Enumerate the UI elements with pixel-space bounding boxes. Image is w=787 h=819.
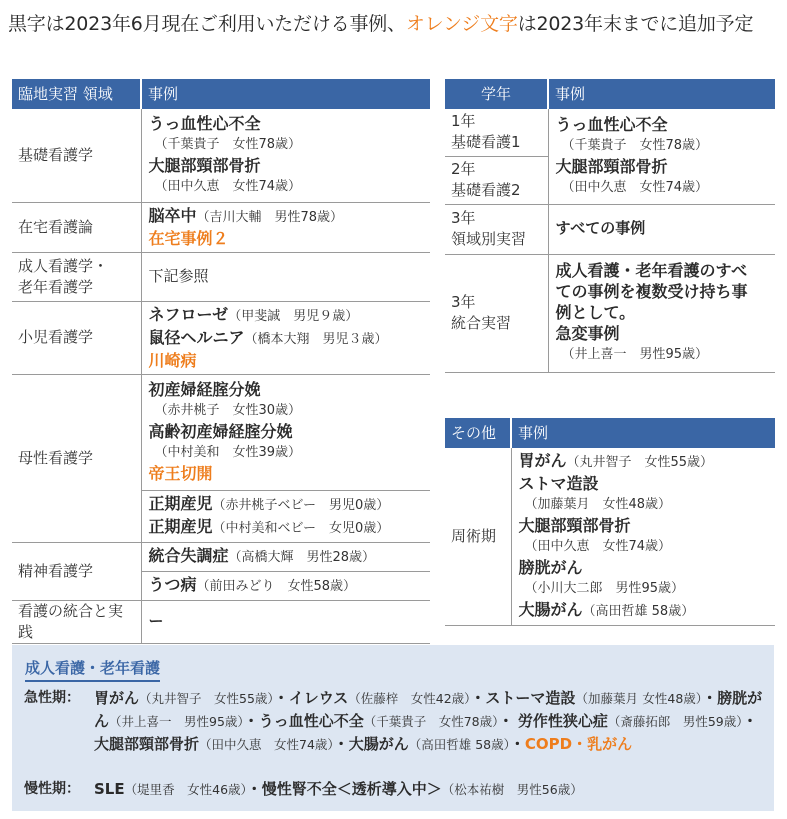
- case-name: ストーマ造設: [485, 689, 576, 707]
- case-detail: （田中久恵 女性74歳）: [524, 539, 672, 554]
- case-detail: （千葉貴子 女性78歳）: [363, 714, 499, 729]
- case-name: 慢性腎不全＜透析導入中＞: [261, 780, 442, 798]
- case-detail: （高橋大輝 男性28歳）: [228, 549, 376, 565]
- case-name: 膀胱がん: [518, 558, 583, 577]
- case-detail: （前田みどり 女性58歳）: [196, 578, 357, 594]
- table-row: [445, 254, 775, 372]
- case-note: 例として。: [555, 303, 636, 322]
- case-name: ネフローゼ: [148, 304, 229, 324]
- case-detail: （赤井桃子ベビー 男児0歳）: [212, 497, 390, 513]
- box-title: 成人看護・老年看護: [25, 657, 160, 682]
- intro-part2: は2023年末までに追加予定: [517, 13, 754, 35]
- case-note: ー: [141, 600, 430, 643]
- separator: ・: [509, 735, 525, 753]
- intro-part1: 黒字は2023年6月現在ご利用いただける事例、: [8, 13, 406, 35]
- row-label: 小児看護学: [12, 301, 141, 374]
- case-detail: （佐藤梓 女性42歳）: [348, 691, 471, 706]
- case-name: 統合失調症: [148, 545, 229, 565]
- chronic-section: [24, 778, 766, 801]
- intro-text: [8, 10, 783, 39]
- acute-section: [24, 687, 766, 756]
- case-name: 大腿部頸部骨折: [555, 156, 668, 176]
- case-name: 急変事例: [555, 324, 620, 343]
- row-label: 老年看護学: [18, 277, 94, 296]
- case-name: 大腿部頸部骨折: [94, 735, 200, 753]
- row-label: 精神看護学: [12, 542, 141, 600]
- case-name: ストマ造設: [518, 474, 599, 493]
- case-name-planned: 帝王切開: [148, 464, 213, 483]
- case-detail: （中村美和 女性39歳）: [154, 445, 302, 460]
- case-name: うっ血性心不全: [555, 114, 668, 134]
- adult-geriatric-box: [12, 645, 774, 811]
- header-case: 事例: [141, 79, 430, 108]
- case-name: 高齢初産婦経腟分娩: [148, 422, 293, 441]
- row-label: 基礎看護学: [12, 108, 141, 202]
- case-detail: （田中久恵 女性74歳）: [561, 179, 709, 195]
- table-row: [12, 301, 430, 374]
- separator: ・: [470, 689, 486, 707]
- case-detail: （田中久恵 女性74歳）: [154, 178, 302, 194]
- case-name: うっ血性心不全: [148, 113, 261, 133]
- row-label: 領域別実習: [451, 230, 527, 248]
- grade-header: [445, 79, 775, 108]
- row-label: 1年: [451, 112, 476, 131]
- case-detail: （中村美和ベビー 女児0歳）: [212, 520, 390, 536]
- row-label: 周術期: [445, 447, 511, 626]
- row-label: 基礎看護1: [451, 133, 521, 152]
- case-name: うつ病: [148, 574, 197, 594]
- table-row: [445, 204, 775, 254]
- table-row: [12, 542, 430, 571]
- case-detail: （橋本大翔 男児３歳）: [244, 331, 388, 347]
- header-case: 事例: [511, 418, 775, 447]
- case-detail: （赤井桃子 女性30歳）: [154, 403, 302, 418]
- case-detail: （丸井智子 女性55歳）: [139, 691, 274, 706]
- case-note: 成人看護・老年看護のすべ: [555, 261, 748, 280]
- case-detail: （加藤葉月 女性48歳）: [524, 497, 672, 512]
- table-row: [445, 447, 775, 626]
- row-label: 3年: [451, 293, 476, 311]
- row-label: 基礎看護2: [451, 181, 521, 199]
- row-label: 母性看護学: [12, 374, 141, 542]
- case-detail: （井上喜一 男性95歳）: [109, 714, 244, 729]
- case-note: 下記参照: [141, 252, 430, 301]
- separator: ・: [273, 689, 289, 707]
- case-detail: （高田哲雄 58歳）: [408, 737, 510, 752]
- intro-orange: オレンジ文字: [405, 13, 518, 35]
- separator: ・: [243, 712, 259, 730]
- case-note: ての事例を複数受け持ち事: [555, 282, 748, 301]
- case-detail: （斎藤拓郎 男性59歳）: [607, 714, 743, 729]
- row-label: 3年: [451, 209, 476, 227]
- chronic-label: 慢性期：: [24, 781, 80, 797]
- grade-table: [445, 79, 775, 373]
- separator: ・: [333, 735, 349, 753]
- case-name: 労作性狭心症: [517, 712, 608, 730]
- case-name: 大腸: [348, 735, 379, 753]
- case-name: 大腿部頸部骨折: [518, 516, 631, 535]
- case-name-planned: COPD・乳がん: [524, 735, 633, 753]
- header-grade: 学年: [445, 79, 548, 108]
- table-row: [12, 202, 430, 252]
- case-detail: （高田哲雄 58歳）: [582, 604, 695, 619]
- case-name-planned: 川崎病: [148, 350, 197, 370]
- case-detail: （井上喜一 男性95歳）: [561, 347, 709, 362]
- case-name: 膀胱がん: [94, 689, 763, 730]
- practicum-header: [12, 79, 430, 108]
- other-header: [445, 418, 775, 447]
- separator: ・: [246, 780, 262, 798]
- case-name: 胃がん: [518, 451, 567, 470]
- table-row: [12, 108, 430, 202]
- practicum-table: [12, 79, 430, 644]
- case-detail: （甲斐誠 男児９歳）: [228, 308, 359, 324]
- case-name: 正期産児: [148, 493, 213, 513]
- case-name: がん: [378, 735, 409, 753]
- header-case: 事例: [548, 79, 775, 108]
- other-table: [445, 418, 775, 626]
- header-area: 臨地実習 領域: [12, 79, 141, 108]
- row-label: 成人看護学・: [18, 256, 109, 275]
- case-name: 大腸がん: [518, 600, 583, 619]
- row-label: 在宅看護論: [12, 202, 141, 252]
- case-name: SLE: [94, 780, 125, 798]
- case-detail: （田中久恵 女性74歳）: [199, 737, 334, 752]
- case-detail: （松本祐樹 男性56歳）: [441, 782, 583, 797]
- case-name: 大腿部頸部骨折: [148, 155, 261, 175]
- case-detail: （千葉貴子 女性78歳）: [154, 136, 302, 152]
- case-name: 初産婦経腟分娩: [148, 380, 261, 399]
- case-detail: （千葉貴子 女性78歳）: [561, 137, 709, 153]
- table-row: [445, 108, 775, 156]
- table-row: [12, 600, 430, 643]
- separator: ・: [498, 712, 514, 730]
- row-label: 統合実習: [451, 314, 512, 332]
- case-detail: （小川大二郎 男性95歳）: [524, 581, 685, 596]
- case-detail: 女性48歳）: [642, 691, 703, 706]
- table-row: [12, 252, 430, 301]
- case-detail: （加藤葉月: [575, 691, 638, 706]
- case-detail: （堤里香 女性46歳）: [124, 782, 247, 797]
- separator: ・: [742, 712, 758, 730]
- case-note: すべての事例: [548, 204, 775, 254]
- case-detail: （丸井智子 女性55歳）: [566, 455, 714, 470]
- case-name: 脳卒中: [148, 205, 197, 225]
- case-name: 胃がん: [94, 689, 140, 707]
- case-name: うっ血性心不全: [258, 712, 364, 730]
- separator: ・: [702, 689, 718, 707]
- row-label: 看護の統合と実践: [12, 600, 141, 643]
- row-label: 2年: [451, 160, 476, 178]
- case-name-planned: 在宅事例２: [148, 228, 229, 248]
- case-name: イレウス: [288, 689, 349, 707]
- case-name: 正期産児: [148, 516, 213, 536]
- case-detail: （吉川大輔 男性78歳）: [196, 209, 344, 225]
- header-other: その他: [445, 418, 511, 447]
- table-row: [12, 374, 430, 490]
- acute-label: 急性期：: [24, 690, 80, 706]
- case-name: 鼠径ヘルニア: [148, 327, 245, 347]
